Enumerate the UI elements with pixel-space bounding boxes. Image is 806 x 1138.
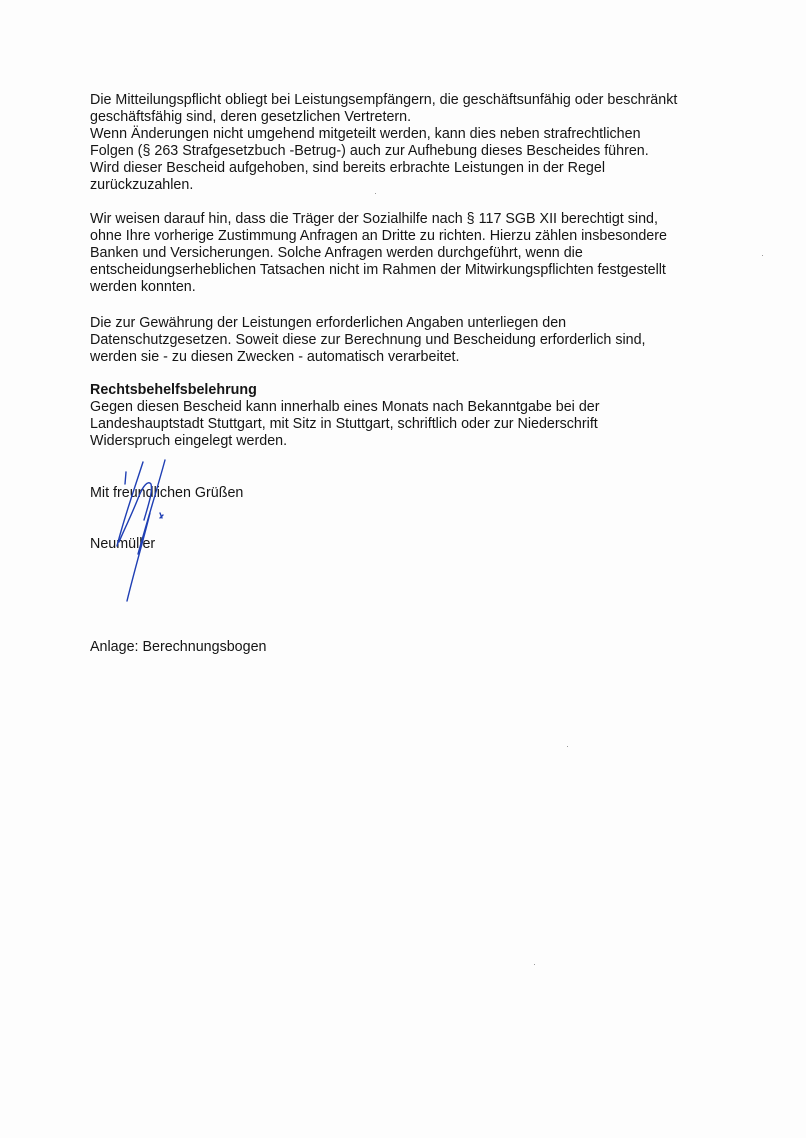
scan-speck xyxy=(567,746,568,747)
paragraph-2-line-1: Wir weisen darauf hin, dass die Träger der Sozialhilfe nach § 117 SGB XII berechtigt sind, xyxy=(90,211,658,227)
scan-speck xyxy=(534,964,535,965)
paragraph-2-line-5: werden konnten. xyxy=(90,279,196,295)
paragraph-1-line-4: Folgen (§ 263 Strafgesetzbuch -Betrug-) auch zur Aufhebung dieses Bescheides führen. xyxy=(90,143,649,159)
paragraph-1-line-1: Die Mitteilungspflicht obliegt bei Leistungsempfängern, die geschäftsunfähig oder beschränkt xyxy=(90,92,678,108)
closing-greeting: Mit freundlichen Grüßen xyxy=(90,485,244,501)
legal-heading: Rechtsbehelfsbelehrung xyxy=(90,382,257,398)
paragraph-1-line-3: Wenn Änderungen nicht umgehend mitgeteilt werden, kann dies neben strafrechtlichen xyxy=(90,126,641,142)
paragraph-1-line-2: geschäftsfähig sind, deren gesetzlichen Vertretern. xyxy=(90,109,412,125)
scan-speck xyxy=(762,255,763,256)
paragraph-1-line-6: zurückzuzahlen. xyxy=(90,177,194,193)
paragraph-2-line-3: Banken und Versicherungen. Solche Anfragen werden durchgeführt, wenn die xyxy=(90,245,583,261)
paragraph-3-line-1: Die zur Gewährung der Leistungen erforderlichen Angaben unterliegen den xyxy=(90,315,567,331)
scan-speck xyxy=(375,193,376,194)
legal-text-line-3: Widerspruch eingelegt werden. xyxy=(90,433,288,449)
legal-text-line-1: Gegen diesen Bescheid kann innerhalb eines Monats nach Bekanntgabe bei der xyxy=(90,399,600,415)
attachment-note: Anlage: Berechnungsbogen xyxy=(90,639,267,655)
signer-name: Neumüller xyxy=(90,536,156,552)
paragraph-2-line-4: entscheidungserheblichen Tatsachen nicht im Rahmen der Mitwirkungspflichten festgestellt xyxy=(90,262,666,278)
handwritten-signature xyxy=(110,458,180,608)
paragraph-3-line-2: Datenschutzgesetzen. Soweit diese zur Berechnung und Bescheidung erforderlich sind, xyxy=(90,332,646,348)
paragraph-1-line-5: Wird dieser Bescheid aufgehoben, sind bereits erbrachte Leistungen in der Regel xyxy=(90,160,606,176)
legal-text-line-2: Landeshauptstadt Stuttgart, mit Sitz in Stuttgart, schriftlich oder zur Niederschrift xyxy=(90,416,598,432)
paragraph-2-line-2: ohne Ihre vorherige Zustimmung Anfragen an Dritte zu richten. Hierzu zählen insbesondere xyxy=(90,228,667,244)
paragraph-3-line-3: werden sie - zu diesen Zwecken - automatisch verarbeitet. xyxy=(90,349,460,365)
